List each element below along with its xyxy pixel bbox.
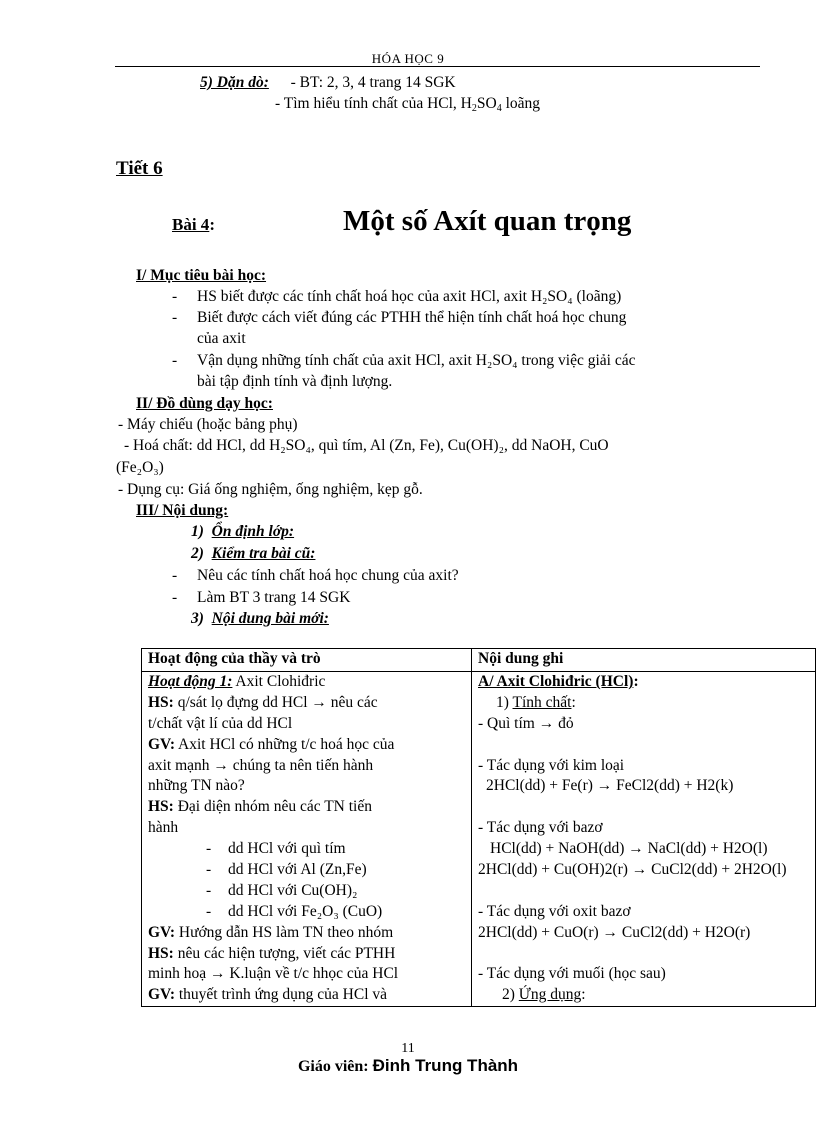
equation-hcl-cuo: 2HCl(dd) + CuO(r) → CuCl2(dd) + H2O(r) <box>478 923 751 941</box>
section2-heading: II/ Đồ dùng dạy học: <box>136 395 273 412</box>
objective-bullet-1: - <box>172 288 178 305</box>
homework-line-1 <box>200 72 456 93</box>
homework-line-2: - Tìm hiểu tính chất của HCl, $H_2SO_4$ loãng <box>275 95 541 114</box>
list-item: dd HCl với quì tím <box>228 840 346 858</box>
page-number: 11 <box>401 1041 415 1056</box>
table-row <box>142 672 816 1007</box>
step-2: 2) Kiểm tra bài cũ: <box>191 545 316 562</box>
section1-heading: I/ Mục tiêu bài học: <box>136 267 267 284</box>
table-header-row <box>142 649 816 672</box>
col-header-notes: Nội dung ghi <box>472 649 816 672</box>
review-question-2: Làm BT 3 trang 14 SGK <box>197 589 351 606</box>
materials-2: - Hoá chất: dd HCl, dd H₂SO₄, quì tím, Al (Zn, Fe), Cu(OH)₂, dd NaOH, CuO <box>124 437 609 454</box>
list-item: dd HCl với Al (Zn,Fe) <box>228 861 367 879</box>
step-1: 1) Ổn định lớp: <box>191 523 295 540</box>
equation-hcl-fe: 2HCl(dd) + Fe(r) → FeCl2(dd) + H2(k) <box>486 777 734 795</box>
review-bullet-2: - <box>172 589 178 606</box>
list-item: dd HCl với Cu(OH)₂ <box>228 881 358 899</box>
col-header-activities: Hoạt động của thầy và trò <box>142 649 472 672</box>
objective-bullet-2: - <box>172 309 178 326</box>
objective-2b: của axit <box>197 330 246 347</box>
lesson-period: Tiết 6 <box>116 158 163 179</box>
review-bullet-1: - <box>172 567 178 584</box>
objective-1: HS biết được các tính chất hoá học của axit HCl, axit H₂SO₄ (loãng) <box>197 288 622 305</box>
objective-2a: Biết được cách viết đúng các PTHH thể hiện tính chất hoá học chung <box>197 309 627 326</box>
homework-item-1: - BT: 2, 3, 4 trang 14 SGK <box>290 74 456 91</box>
list-item: dd HCl với Fe₂O₃ (CuO) <box>228 902 383 920</box>
materials-1: - Máy chiếu (hoặc bảng phụ) <box>118 416 298 433</box>
materials-4: - Dụng cụ: Giá ống nghiệm, ống nghiệm, kẹp gỗ. <box>118 481 423 498</box>
lesson-title: Một số Axít quan trọng <box>343 205 632 237</box>
section3-heading: III/ Nội dung: <box>136 502 229 519</box>
lesson-number: Bài 4: <box>172 215 215 234</box>
materials-3: (Fe₂O₃) <box>116 459 164 476</box>
objective-3b: bài tập định tính và định lượng. <box>197 373 393 390</box>
step-3: 3) Nội dung bài mới: <box>191 610 329 627</box>
objective-3a: Vận dụng những tính chất của axit HCl, axit H₂SO₄ trong việc giải các <box>197 352 636 369</box>
activities-cell: Hoạt động 1: Axit Clohiđric HS: q/sát lọ đựng dd HCl → nêu các t/chất vật lí của dd HCl GV: Axit HCl có những t/c hoá học của axit mạnh → chúng ta nên tiến hành những TN nào? HS: Đại diện nhóm nêu các TN tiến hành - dd HCl với quì tím - dd HCl với Al (Zn,Fe) - dd HCl với Cu(OH)₂ - dd HCl với Fe₂O₃ (CuO) GV: Hướng dẫn HS làm TN theo nhóm HS: nêu các hiện tượng, viết các PTHH minh hoạ → K.luận về t/c hhọc của HCl GV: thuyết trình ứng dụng của HCl và <box>142 672 472 1007</box>
notes-cell: A/ Axit Clohiđric (HCl): 1) Tính chất: - Quì tím → đỏ - Tác dụng với kim loại 2HCl(dd) + Fe(r) → FeCl2(dd) + H2(k) - Tác dụng với bazơ HCl(dd) + NaOH(dd) → NaCl(dd) + H2O(l) 2HCl(dd) + Cu(OH)2(r) → CuCl2(dd) + 2H2O(l) - Tác dụng với oxit bazơ 2HCl(dd) + CuO(r) → CuCl2(dd) + H2O(r) - Tác dụng với muối (học sau) 2) Ứng dụng: <box>472 672 816 1007</box>
header-rule <box>115 66 760 67</box>
footer-teacher: Giáo viên: Đinh Trung Thành <box>297 1056 519 1075</box>
review-question-1: Nêu các tính chất hoá học chung của axit? <box>197 567 459 584</box>
page-header-title: HÓA HỌC 9 <box>371 51 445 66</box>
equation-hcl-cuoh2: 2HCl(dd) + Cu(OH)2(r) → CuCl2(dd) + 2H2O(l) <box>478 861 787 879</box>
equation-hcl-naoh: HCl(dd) + NaOH(dd) → NaCl(dd) + H2O(l) <box>490 840 768 858</box>
objective-bullet-3: - <box>172 352 178 369</box>
homework-label: 5) Dặn dò: <box>200 74 269 91</box>
lesson-activity-table <box>141 648 816 1007</box>
